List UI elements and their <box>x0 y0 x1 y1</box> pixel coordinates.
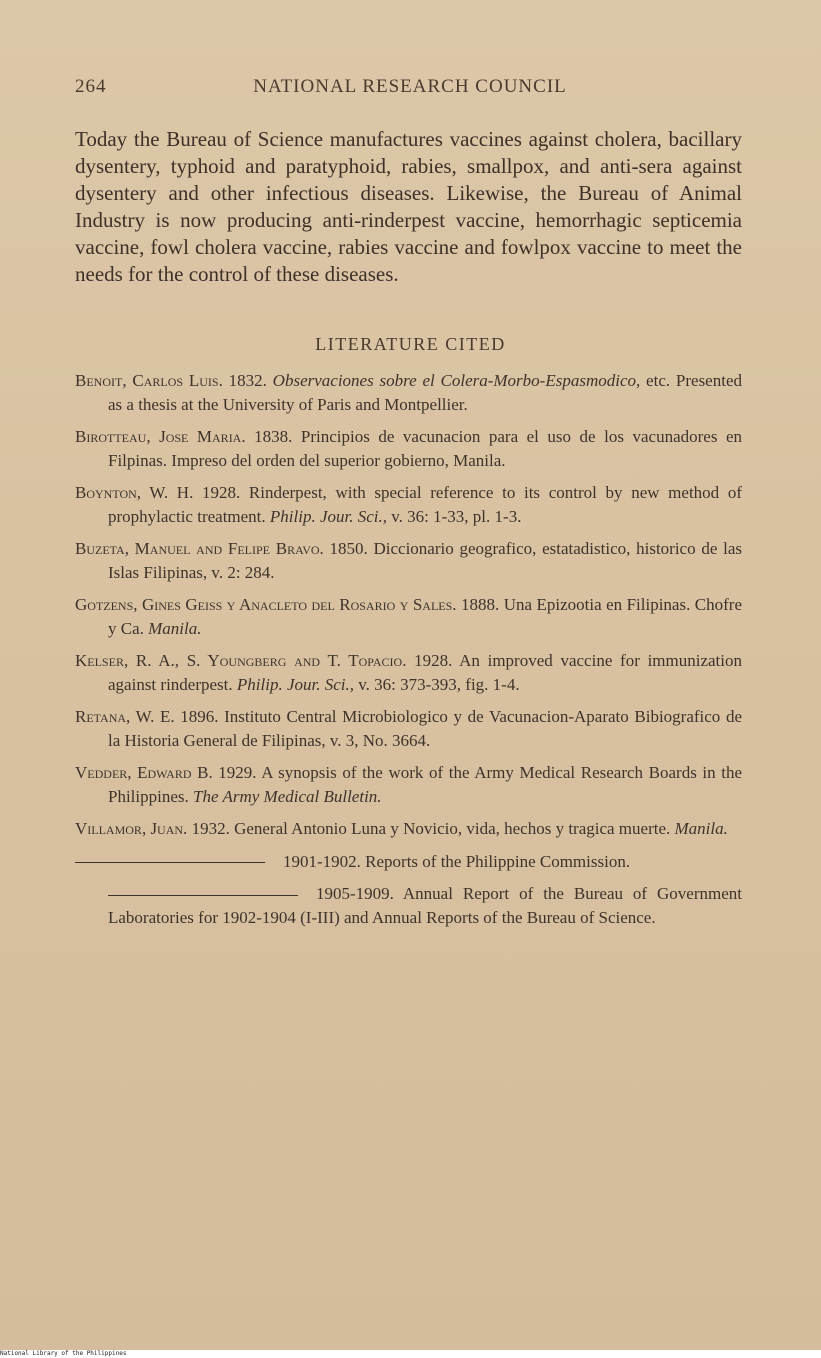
library-footer: National Library of the Philippines <box>0 1350 821 1358</box>
reference-item-ditto: 1901-1902. Reports of the Philippine Commission. <box>75 850 742 874</box>
ditto-dash <box>108 895 298 896</box>
page-number: 264 <box>75 76 107 97</box>
intro-paragraph: Today the Bureau of Science manufactures vaccines against cholera, bacillary dysentery, typhoid and paratyphoid, rabies, smallpox, and anti-sera against dysentery and other infectious diseases. Likewise, the Bureau of Animal Industry is now producing anti-rinderpest vaccine, hemorrhagic septicemia vaccine, fowl cholera vaccine, rabies vaccine and fowlpox vaccine to meet the needs for the control of these diseases. <box>75 127 742 286</box>
reference-list <box>75 369 742 938</box>
running-title: NATIONAL RESEARCH COUNCIL <box>253 76 567 97</box>
reference-item-ditto: 1905-1909. Annual Report of the Bureau of Government Laboratories for 1902-1904 (I-III) and Annual Reports of the Bureau of Science. <box>108 884 742 927</box>
reference-item: Buzeta, Manuel and Felipe Bravo. 1850. Diccionario geografico, estatadistico, historico de las Islas Filipinas, v. 2: 284. <box>75 539 742 582</box>
reference-item: Villamor, Juan. 1932. General Antonio Luna y Novicio, vida, hechos y tragica muerte. Manila. <box>75 819 728 838</box>
reference-item: Birotteau, Jose Maria. 1838. Principios de vacunacion para el uso de los vacunadores en Filpinas. Impreso del orden del superior gobierno, Manila. <box>75 427 743 470</box>
reference-item: Vedder, Edward B. 1929. A synopsis of the work of the Army Medical Research Boards in the Philippines. The Army Medical Bulletin. <box>75 763 743 806</box>
reference-item: Retana, W. E. 1896. Instituto Central Microbiologico y de Vacunacion-Aparato Bibiografico de la Historia General de Filipinas, v. 3, No. 3664. <box>75 707 742 750</box>
reference-item: Boynton, W. H. 1928. Rinderpest, with special reference to its control by new method of prophylactic treatment. Philip. Jour. Sci., v. 36: 1-33, pl. 1-3. <box>75 483 742 526</box>
literature-heading: LITERATURE CITED <box>315 334 506 354</box>
ditto-dash <box>75 862 265 863</box>
reference-item: Gotzens, Gines Geiss y Anacleto del Rosario y Sales. 1888. Una Epizootia en Filipinas. Chofre y Ca. Manila. <box>75 595 742 638</box>
reference-item: Kelser, R. A., S. Youngberg and T. Topacio. 1928. An improved vaccine for immunization against rinderpest. Philip. Jour. Sci., v. 36: 373-393, fig. 1-4. <box>75 651 742 694</box>
page-header <box>75 76 745 100</box>
reference-item: Benoit, Carlos Luis. 1832. Observaciones sobre el Colera-Morbo-Espasmodico, etc. Presented as a thesis at the University of Paris and Montpellier. <box>75 371 742 414</box>
